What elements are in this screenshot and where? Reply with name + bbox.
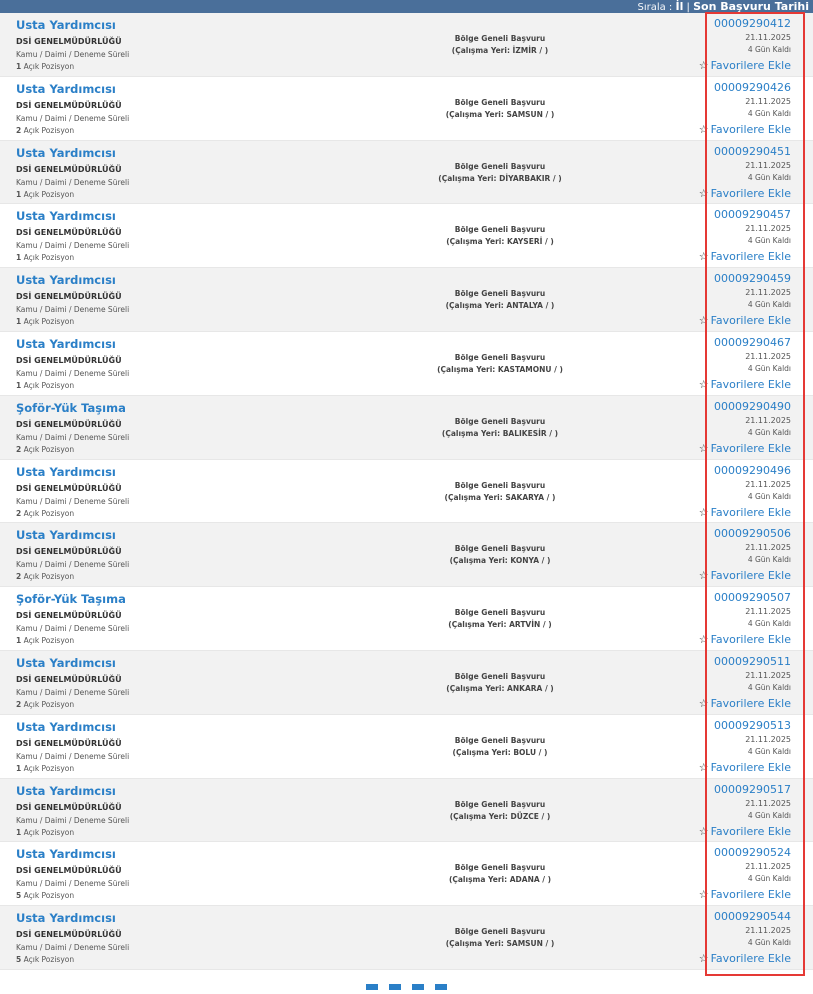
job-info	[16, 720, 129, 773]
pagination	[0, 975, 813, 994]
application-scope: Bölge Geneli Başvuru	[454, 735, 546, 745]
employment-type: Kamu / Daimi / Deneme Süreli	[16, 305, 130, 315]
open-position-label: Açık Pozisyon	[23, 891, 75, 901]
star-outline-icon: ☆	[698, 569, 709, 583]
open-position-label: Açık Pozisyon	[23, 125, 75, 135]
job-info	[16, 528, 129, 581]
deadline-date: 21.11.2025	[745, 607, 791, 617]
employment-type: Kamu / Daimi / Deneme Süreli	[16, 815, 130, 825]
job-meta	[699, 719, 791, 775]
employment-type: Kamu / Daimi / Deneme Süreli	[16, 50, 130, 59]
application-scope: Bölge Geneli Başvuru	[454, 544, 546, 554]
job-code-link[interactable]: 00009290412	[714, 17, 791, 30]
work-location: (Çalışma Yeri: SAKARYA / )	[444, 492, 556, 502]
employer-name: DSİ GENELMÜDÜRLÜĞÜ	[16, 100, 122, 110]
application-scope: Bölge Geneli Başvuru	[454, 161, 546, 171]
sort-option-il[interactable]: İl	[675, 0, 684, 13]
application-scope: Bölge Geneli Başvuru	[454, 352, 546, 362]
employer-name: DSİ GENELMÜDÜRLÜĞÜ	[16, 547, 122, 557]
job-title-link[interactable]: Usta Yardımcısı	[16, 81, 116, 96]
job-code-link[interactable]: 00009290459	[714, 272, 791, 286]
open-positions	[16, 764, 129, 773]
job-scope	[400, 544, 600, 565]
open-position-label: Açık Pozisyon	[23, 508, 75, 518]
days-remaining: 4 Gün Kaldı	[747, 746, 791, 756]
pagination-button[interactable]	[412, 984, 424, 990]
open-position-count: 1	[16, 763, 22, 773]
deadline-date: 21.11.2025	[745, 862, 791, 872]
open-position-count: 1	[16, 380, 22, 390]
star-outline-icon: ☆	[698, 696, 709, 710]
employer-name: DSİ GENELMÜDÜRLÜĞÜ	[16, 738, 122, 748]
open-positions	[16, 317, 129, 326]
add-favorite-label: Favorilere Ekle	[710, 696, 791, 710]
open-position-count: 1	[16, 189, 22, 199]
employer-name: DSİ GENELMÜDÜRLÜĞÜ	[16, 802, 122, 812]
employment-type: Kamu / Daimi / Deneme Süreli	[16, 368, 130, 378]
open-positions	[16, 828, 129, 837]
add-favorite-label: Favorilere Ekle	[710, 824, 791, 838]
job-info	[16, 911, 129, 964]
days-remaining: 4 Gün Kaldı	[747, 810, 791, 820]
application-scope: Bölge Geneli Başvuru	[454, 225, 546, 235]
application-scope: Bölge Geneli Başvuru	[454, 863, 546, 873]
employer-name: DSİ GENELMÜDÜRLÜĞÜ	[16, 355, 122, 365]
job-title-link[interactable]: Usta Yardımcısı	[16, 145, 116, 160]
employment-type: Kamu / Daimi / Deneme Süreli	[16, 113, 130, 123]
star-outline-icon: ☆	[698, 505, 709, 519]
application-scope: Bölge Geneli Başvuru	[454, 416, 546, 426]
application-scope: Bölge Geneli Başvuru	[454, 34, 546, 43]
open-position-count: 1	[16, 317, 22, 327]
work-location: (Çalışma Yeri: İZMİR / )	[451, 46, 549, 55]
open-position-label: Açık Pozisyon	[23, 763, 75, 773]
open-position-label: Açık Pozisyon	[23, 955, 75, 965]
open-positions	[16, 253, 129, 262]
open-position-count: 5	[16, 955, 22, 965]
job-row	[0, 587, 813, 651]
employer-name: DSİ GENELMÜDÜRLÜĞÜ	[16, 611, 122, 621]
days-remaining: 4 Gün Kaldı	[747, 108, 791, 118]
employer-name: DSİ GENELMÜDÜRLÜĞÜ	[16, 37, 122, 46]
days-remaining: 4 Gün Kaldı	[747, 619, 791, 629]
add-favorite-button[interactable]	[699, 952, 791, 965]
open-position-label: Açık Pozisyon	[23, 699, 75, 709]
job-meta	[699, 336, 791, 392]
job-title-link[interactable]: Şoför-Yük Taşıma	[16, 592, 126, 607]
application-scope: Bölge Geneli Başvuru	[454, 608, 546, 618]
star-outline-icon: ☆	[698, 952, 709, 966]
open-positions	[16, 190, 129, 199]
work-location: (Çalışma Yeri: ARTVİN / )	[448, 620, 552, 630]
employment-type: Kamu / Daimi / Deneme Süreli	[16, 560, 130, 570]
star-outline-icon: ☆	[698, 314, 709, 328]
deadline-date: 21.11.2025	[745, 415, 791, 425]
add-favorite-button[interactable]	[699, 123, 791, 136]
job-scope	[400, 162, 600, 183]
job-scope	[400, 863, 600, 884]
job-meta	[699, 783, 791, 839]
job-info	[16, 82, 129, 135]
job-code-link[interactable]: 00009290506	[714, 527, 791, 541]
employer-name: DSİ GENELMÜDÜRLÜĞÜ	[16, 292, 122, 302]
job-list	[0, 13, 813, 970]
work-location: (Çalışma Yeri: KASTAMONU / )	[437, 364, 563, 374]
add-favorite-label: Favorilere Ekle	[710, 888, 791, 902]
job-code-link[interactable]: 00009290511	[714, 654, 791, 668]
job-title-link[interactable]: Usta Yardımcısı	[16, 464, 116, 479]
star-outline-icon: ☆	[698, 377, 709, 391]
deadline-date: 21.11.2025	[745, 96, 791, 106]
application-scope: Bölge Geneli Başvuru	[454, 289, 546, 299]
star-outline-icon: ☆	[698, 760, 709, 774]
work-location: (Çalışma Yeri: SAMSUN / )	[445, 939, 555, 949]
days-remaining: 4 Gün Kaldı	[747, 491, 791, 501]
pagination-button[interactable]	[435, 984, 447, 990]
job-meta	[699, 464, 791, 520]
add-favorite-label: Favorilere Ekle	[710, 952, 791, 966]
open-position-label: Açık Pozisyon	[23, 62, 75, 71]
work-location: (Çalışma Yeri: KAYSERİ / )	[446, 237, 554, 247]
job-row	[0, 13, 813, 77]
deadline-date: 21.11.2025	[745, 33, 791, 42]
job-meta	[699, 81, 791, 137]
add-favorite-button[interactable]	[699, 761, 791, 774]
deadline-date: 21.11.2025	[745, 798, 791, 808]
employment-type: Kamu / Daimi / Deneme Süreli	[16, 943, 130, 953]
add-favorite-label: Favorilere Ekle	[710, 250, 791, 264]
open-position-count: 1	[16, 62, 22, 71]
add-favorite-button[interactable]	[699, 314, 791, 327]
employer-name: DSİ GENELMÜDÜRLÜĞÜ	[16, 866, 122, 876]
application-scope: Bölge Geneli Başvuru	[454, 671, 546, 681]
job-scope	[400, 672, 600, 693]
add-favorite-button[interactable]	[699, 825, 791, 838]
open-position-count: 2	[16, 508, 22, 518]
job-title-link[interactable]: Şoför-Yük Taşıma	[16, 400, 126, 415]
employer-name: DSİ GENELMÜDÜRLÜĞÜ	[16, 930, 122, 940]
days-remaining: 4 Gün Kaldı	[747, 682, 791, 692]
job-info	[16, 465, 129, 518]
job-info	[16, 592, 129, 645]
days-remaining: 4 Gün Kaldı	[747, 874, 791, 884]
deadline-date: 21.11.2025	[745, 160, 791, 170]
job-title-link[interactable]: Usta Yardımcısı	[16, 18, 116, 32]
job-title-link[interactable]: Usta Yardımcısı	[16, 719, 116, 734]
add-favorite-button[interactable]	[699, 697, 791, 710]
job-meta	[699, 208, 791, 264]
job-row	[0, 906, 813, 970]
job-code-link[interactable]: 00009290507	[714, 591, 791, 605]
add-favorite-label: Favorilere Ekle	[710, 569, 791, 583]
open-position-count: 1	[16, 636, 22, 646]
job-row	[0, 268, 813, 332]
open-position-label: Açık Pozisyon	[23, 317, 75, 327]
open-positions	[16, 381, 129, 390]
job-info	[16, 401, 129, 454]
employment-type: Kamu / Daimi / Deneme Süreli	[16, 687, 130, 697]
open-positions	[16, 509, 129, 518]
job-code-link[interactable]: 00009290451	[714, 144, 791, 158]
days-remaining: 4 Gün Kaldı	[747, 363, 791, 373]
employment-type: Kamu / Daimi / Deneme Süreli	[16, 432, 130, 442]
job-title-link[interactable]: Usta Yardımcısı	[16, 528, 116, 543]
days-remaining: 4 Gün Kaldı	[747, 172, 791, 182]
job-code-link[interactable]: 00009290544	[714, 910, 791, 924]
job-meta	[699, 846, 791, 902]
job-code-link[interactable]: 00009290467	[714, 335, 791, 349]
job-code-link[interactable]: 00009290490	[714, 399, 791, 413]
job-scope	[400, 98, 600, 119]
open-positions	[16, 572, 129, 581]
open-position-label: Açık Pozisyon	[23, 444, 75, 454]
open-positions	[16, 636, 129, 645]
application-scope: Bölge Geneli Başvuru	[454, 480, 546, 490]
add-favorite-label: Favorilere Ekle	[710, 186, 791, 200]
job-title-link[interactable]: Usta Yardımcısı	[16, 655, 116, 670]
add-favorite-button[interactable]	[699, 378, 791, 391]
job-code-link[interactable]: 00009290496	[714, 463, 791, 477]
open-positions	[16, 62, 129, 71]
job-row	[0, 396, 813, 460]
open-position-count: 2	[16, 125, 22, 135]
application-scope: Bölge Geneli Başvuru	[454, 97, 546, 107]
job-meta	[699, 145, 791, 201]
days-remaining: 4 Gün Kaldı	[747, 555, 791, 565]
job-info	[16, 337, 129, 390]
work-location: (Çalışma Yeri: ADANA / )	[448, 875, 552, 885]
employer-name: DSİ GENELMÜDÜRLÜĞÜ	[16, 419, 122, 429]
job-row	[0, 842, 813, 906]
star-outline-icon: ☆	[698, 250, 709, 264]
job-meta	[699, 400, 791, 456]
deadline-date: 21.11.2025	[745, 734, 791, 744]
open-position-label: Açık Pozisyon	[23, 253, 75, 263]
open-position-label: Açık Pozisyon	[23, 189, 75, 199]
open-positions	[16, 955, 129, 964]
star-outline-icon: ☆	[698, 122, 709, 136]
deadline-date: 21.11.2025	[745, 479, 791, 489]
employment-type: Kamu / Daimi / Deneme Süreli	[16, 496, 130, 506]
add-favorite-label: Favorilere Ekle	[710, 441, 791, 455]
open-position-label: Açık Pozisyon	[23, 827, 75, 837]
job-meta	[699, 17, 791, 73]
job-row	[0, 141, 813, 205]
deadline-date: 21.11.2025	[745, 288, 791, 298]
add-favorite-button[interactable]	[699, 59, 791, 72]
add-favorite-button[interactable]	[699, 633, 791, 646]
job-title-link[interactable]: Usta Yardımcısı	[16, 847, 116, 862]
job-row	[0, 77, 813, 141]
work-location: (Çalışma Yeri: ANKARA / )	[446, 683, 554, 693]
job-row	[0, 204, 813, 268]
star-outline-icon: ☆	[698, 441, 709, 455]
open-position-count: 2	[16, 699, 22, 709]
employer-name: DSİ GENELMÜDÜRLÜĞÜ	[16, 483, 122, 493]
open-positions	[16, 445, 129, 454]
job-scope	[400, 736, 600, 757]
deadline-date: 21.11.2025	[745, 926, 791, 936]
employment-type: Kamu / Daimi / Deneme Süreli	[16, 879, 130, 889]
job-meta	[699, 655, 791, 711]
job-title-link[interactable]: Usta Yardımcısı	[16, 273, 116, 288]
add-favorite-button[interactable]	[699, 506, 791, 519]
days-remaining: 4 Gün Kaldı	[747, 938, 791, 948]
job-title-link[interactable]: Usta Yardımcısı	[16, 911, 116, 926]
open-position-count: 2	[16, 572, 22, 582]
deadline-date: 21.11.2025	[745, 543, 791, 553]
days-remaining: 4 Gün Kaldı	[747, 45, 791, 54]
job-row	[0, 523, 813, 587]
employer-name: DSİ GENELMÜDÜRLÜĞÜ	[16, 674, 122, 684]
job-info	[16, 273, 129, 326]
open-position-count: 1	[16, 253, 22, 263]
open-positions	[16, 126, 129, 135]
add-favorite-label: Favorilere Ekle	[710, 633, 791, 647]
work-location: (Çalışma Yeri: ANTALYA / )	[445, 301, 555, 311]
pagination-button[interactable]	[366, 984, 378, 990]
application-scope: Bölge Geneli Başvuru	[454, 799, 546, 809]
job-row	[0, 779, 813, 843]
days-remaining: 4 Gün Kaldı	[747, 236, 791, 246]
job-row	[0, 651, 813, 715]
employment-type: Kamu / Daimi / Deneme Süreli	[16, 241, 130, 251]
work-location: (Çalışma Yeri: DÜZCE / )	[449, 811, 551, 821]
open-position-label: Açık Pozisyon	[23, 572, 75, 582]
open-position-count: 2	[16, 444, 22, 454]
sort-separator: |	[686, 2, 690, 13]
employment-type: Kamu / Daimi / Deneme Süreli	[16, 624, 130, 634]
work-location: (Çalışma Yeri: KONYA / )	[449, 556, 551, 566]
work-location: (Çalışma Yeri: BOLU / )	[452, 747, 548, 757]
job-row	[0, 715, 813, 779]
add-favorite-label: Favorilere Ekle	[710, 505, 791, 519]
add-favorite-label: Favorilere Ekle	[710, 760, 791, 774]
application-scope: Bölge Geneli Başvuru	[454, 927, 546, 937]
open-position-count: 1	[16, 827, 22, 837]
add-favorite-button[interactable]	[699, 888, 791, 901]
employment-type: Kamu / Daimi / Deneme Süreli	[16, 177, 130, 187]
job-info	[16, 146, 129, 199]
job-info	[16, 209, 129, 262]
job-code-link[interactable]: 00009290524	[714, 846, 791, 860]
star-outline-icon: ☆	[698, 633, 709, 647]
deadline-date: 21.11.2025	[745, 670, 791, 680]
job-meta	[699, 272, 791, 328]
deadline-date: 21.11.2025	[745, 224, 791, 234]
work-location: (Çalışma Yeri: SAMSUN / )	[445, 109, 555, 119]
job-info	[16, 784, 129, 837]
job-scope	[400, 481, 600, 502]
deadline-date: 21.11.2025	[745, 351, 791, 361]
open-positions	[16, 700, 129, 709]
job-meta	[699, 910, 791, 966]
add-favorite-button[interactable]	[699, 250, 791, 263]
star-outline-icon: ☆	[698, 59, 709, 72]
job-scope	[400, 225, 600, 246]
job-scope	[400, 34, 600, 55]
work-location: (Çalışma Yeri: DİYARBAKIR / )	[438, 173, 562, 183]
open-position-label: Açık Pozisyon	[23, 380, 75, 390]
job-meta	[699, 591, 791, 647]
add-favorite-label: Favorilere Ekle	[710, 377, 791, 391]
job-info	[16, 656, 129, 709]
open-positions	[16, 891, 129, 900]
employer-name: DSİ GENELMÜDÜRLÜĞÜ	[16, 164, 122, 174]
days-remaining: 4 Gün Kaldı	[747, 300, 791, 310]
job-scope	[400, 608, 600, 629]
job-title-link[interactable]: Usta Yardımcısı	[16, 336, 116, 351]
job-info	[16, 18, 129, 71]
employer-name: DSİ GENELMÜDÜRLÜĞÜ	[16, 228, 122, 238]
open-position-label: Açık Pozisyon	[23, 636, 75, 646]
job-info	[16, 847, 129, 900]
star-outline-icon: ☆	[698, 186, 709, 200]
job-code-link[interactable]: 00009290513	[714, 718, 791, 732]
add-favorite-button[interactable]	[699, 187, 791, 200]
job-code-link[interactable]: 00009290457	[714, 208, 791, 222]
job-title-link[interactable]: Usta Yardımcısı	[16, 209, 116, 224]
days-remaining: 4 Gün Kaldı	[747, 427, 791, 437]
sort-option-deadline[interactable]: Son Başvuru Tarihi	[693, 0, 809, 13]
work-location: (Çalışma Yeri: BALIKESİR / )	[441, 428, 559, 438]
employment-type: Kamu / Daimi / Deneme Süreli	[16, 751, 130, 761]
job-code-link[interactable]: 00009290517	[714, 782, 791, 796]
sort-label: Sırala :	[637, 2, 673, 13]
add-favorite-label: Favorilere Ekle	[710, 122, 791, 136]
job-scope	[400, 417, 600, 438]
open-position-count: 5	[16, 891, 22, 901]
add-favorite-button[interactable]	[699, 442, 791, 455]
job-scope	[400, 927, 600, 948]
sort-bar	[0, 0, 813, 13]
job-row	[0, 332, 813, 396]
add-favorite-label: Favorilere Ekle	[710, 59, 791, 72]
job-scope	[400, 289, 600, 310]
job-meta	[699, 527, 791, 583]
star-outline-icon: ☆	[698, 824, 709, 838]
job-row	[0, 460, 813, 524]
add-favorite-button[interactable]	[699, 569, 791, 582]
job-code-link[interactable]: 00009290426	[714, 80, 791, 94]
star-outline-icon: ☆	[698, 888, 709, 902]
pagination-button[interactable]	[389, 984, 401, 990]
job-title-link[interactable]: Usta Yardımcısı	[16, 783, 116, 798]
add-favorite-label: Favorilere Ekle	[710, 314, 791, 328]
job-scope	[400, 800, 600, 821]
job-scope	[400, 353, 600, 374]
